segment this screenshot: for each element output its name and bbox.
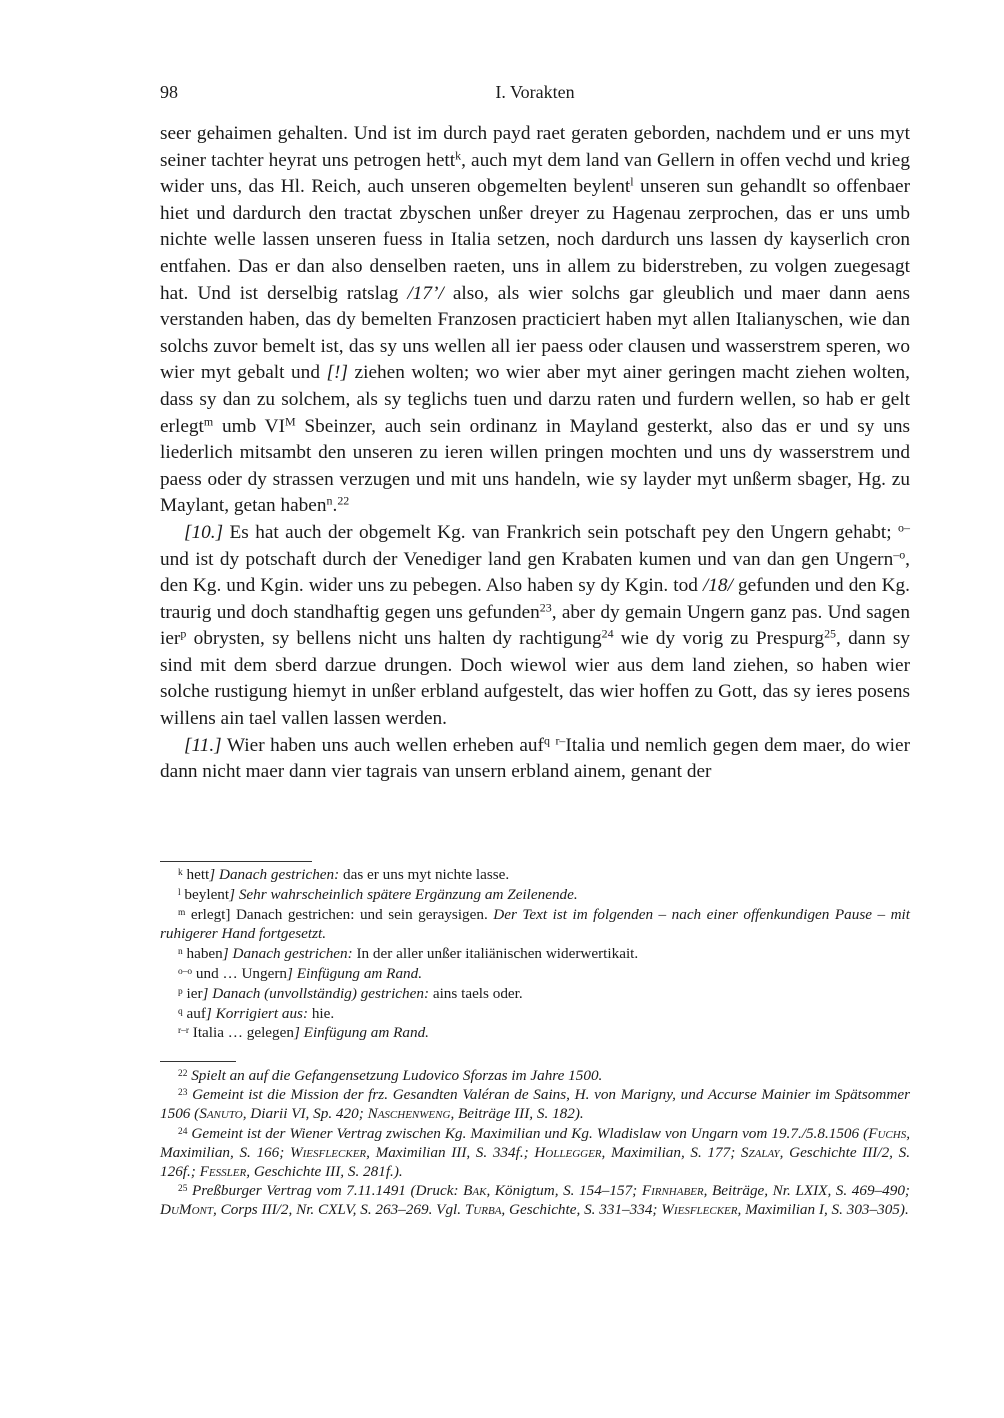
note-mark: q	[178, 1006, 183, 1017]
text-run: also, als wier solchs gar gleublich und maer dann aens verstanden haben, das dy bemelten Franzosen practiciert haben myt allen Italianyschen, wie dan solchs zuvor bemelt ist, das sy uns wellen all ier paess oder clausen und wasserstrem speren, wo wier myt gebalt und	[160, 282, 910, 384]
footnote-24	[160, 1124, 910, 1182]
footnotes	[160, 1066, 910, 1220]
roman-thousand-mark: M	[285, 413, 296, 428]
note-text: In der aller unßer italiänischen widerwertikait.	[352, 945, 639, 963]
apparatus-note-l	[160, 885, 910, 905]
apparatus-mark-l: l	[630, 174, 634, 189]
text-run: unseren sun gehandlt so offenbaer hiet und dardurch den tractat zbyschen unßer dreyer zu Hagenau zerprochen, das er uns umb nichte welle lassen unseren fuess in Italia setzen, noch dardurch uns lassen dy kayserlich cron entfahen. Das er dan also denselben raeten, uns in allem zu biderstreben, zu volgen zuegesagt hat. Und ist derselbig ratslag	[160, 176, 910, 304]
note-lemma: beylent	[180, 885, 230, 903]
apparatus-mark-o-open: o–	[898, 520, 910, 535]
footnote-text: , Beiträge, Nr. LXIX, S. 469–490;	[703, 1182, 910, 1200]
footnote-text: Preßburger Vertrag vom 7.11.1491 (Druck:	[187, 1182, 464, 1200]
text-run: , dann sy sind mit dem sberd darzue drungen. Doch wiewol wier aus dem land ziehen, so haben wier solche rustigung hiemyt in unßer erbland aufgestelt, das wier hoffen zu Gott, das sy ieres posens willens ain tael vallen lassen werden.	[160, 628, 910, 730]
author-name: Fuchs	[868, 1124, 907, 1142]
footnote-text: Spielt an auf die Gefangensetzung Ludovico Sforzas im Jahre 1500.	[187, 1067, 603, 1084]
note-mark: m	[178, 907, 186, 918]
text-run: seer gehaimen gehalten. Und ist im durch payd raet geraten geborden, nachdem und er uns myt seiner tachter heyrat uns petrogen hett	[160, 123, 910, 171]
note-editorial: ] Einfügung am Rand.	[287, 964, 423, 982]
note-lemma: und … Ungern	[192, 964, 288, 982]
footnote-22	[160, 1066, 910, 1085]
note-text: ains taels oder.	[429, 984, 523, 1002]
paragraph-number: [10.]	[184, 521, 224, 543]
footnote-text: , Maximilian, S. 166;	[160, 1124, 910, 1161]
author-name: Naschenweng	[367, 1105, 451, 1123]
paragraph-number: [11.]	[184, 734, 222, 756]
apparatus-note-q	[160, 1004, 910, 1024]
paragraph-9	[160, 121, 910, 520]
author-name: DuMont	[160, 1201, 213, 1219]
note-text: das er uns myt nichte lasse.	[339, 866, 510, 883]
footnote-text: Gemeint ist der Wiener Vertrag zwischen Kg. Maximilian und Kg. Wladislaw von Ungarn vom 19.7./5.8.1506 (	[187, 1124, 869, 1142]
note-lemma: ier	[182, 984, 203, 1002]
footnote-text: , Maximilian, S. 177;	[601, 1143, 741, 1161]
apparatus-mark-k: k	[455, 148, 462, 163]
note-lemma: hett	[182, 866, 210, 883]
author-name: Turba	[464, 1201, 502, 1219]
apparatus-mark-q: q	[543, 733, 550, 748]
footnote-text: Gemeint ist die Mission der frz. Gesandten Valéran de Sains, H. von Marigny, und Accurse Mainier im Spätsommer 1506 (	[160, 1086, 910, 1123]
apparatus-note-r	[160, 1023, 910, 1043]
text-run: umb VI	[213, 415, 286, 437]
text-run: , auch myt dem land van Gellern in offen vechd und krieg wider uns, das Hl. Reich, auch unseren obgemelten beylent	[160, 149, 910, 198]
apparatus-mark-r-open: r–	[555, 733, 566, 748]
author-name: Hollegger	[534, 1143, 602, 1161]
note-editorial: ] Danach (unvollständig) gestrichen:	[202, 984, 430, 1002]
apparatus-divider	[160, 861, 312, 862]
apparatus-mark-n: n	[326, 493, 333, 508]
paragraph-10	[160, 520, 910, 733]
footnote-23	[160, 1085, 910, 1123]
note-mark: l	[178, 887, 181, 898]
text-run: wie dy vorig zu Prespurg	[613, 628, 825, 650]
apparatus-note-k	[160, 865, 910, 885]
paragraph-11	[160, 733, 910, 786]
apparatus-note-m	[160, 905, 910, 945]
text-run: Italia und nemlich gegen dem maer, do wier dann nicht maer dann vier tagrais van unsern erbland ainem, genant der	[160, 734, 910, 783]
footnote-25	[160, 1181, 910, 1219]
note-lemma: Italia … gelegen	[188, 1024, 294, 1042]
note-editorial: ] Einfügung am Rand.	[293, 1024, 429, 1042]
footnote-mark: 22	[178, 1068, 188, 1079]
footnote-text: , Corps III/2, Nr. CXLV, S. 263–269. Vgl.	[212, 1201, 465, 1219]
author-name: Sanuto	[199, 1105, 243, 1123]
author-name: Wiesflecker	[289, 1143, 367, 1161]
footnote-text: , Geschichte III, S. 281f.).	[246, 1163, 403, 1181]
author-name: Bak	[463, 1182, 487, 1200]
apparatus-note-n	[160, 944, 910, 964]
text-run: ziehen wolten; wo wier aber myt ainer geringen macht ziehen wolten, dass sy dan zu solchem, als sy teglichs tuen und darzu raten und furdern wellen, so hab er gelt erlegt	[160, 362, 910, 437]
note-lemma: auf	[182, 1004, 206, 1022]
text-run: und ist dy potschaft durch der Venediger land gen Krabaten kumen und van dan gen Ungern	[160, 548, 894, 570]
note-text: hie.	[308, 1004, 335, 1022]
footnote-mark: 24	[178, 1126, 188, 1137]
footnote-mark: 25	[178, 1183, 188, 1194]
page-number: 98	[160, 82, 178, 102]
footnote-ref-24[interactable]: 24	[601, 626, 614, 641]
note-editorial: ] Sehr wahrscheinlich spätere Ergänzung am Zeilenende.	[229, 885, 578, 903]
note-lemma: haben	[182, 945, 223, 963]
sic-marker: [!]	[326, 362, 348, 384]
footnote-text: , Maximilian III, S. 334f.;	[366, 1143, 535, 1161]
page-header	[160, 82, 910, 106]
note-mark: r–r	[178, 1026, 189, 1037]
footnote-ref-23[interactable]: 23	[539, 600, 552, 615]
author-name: Firnhaber	[641, 1182, 704, 1200]
footnote-divider	[160, 1061, 236, 1062]
running-head: I. Vorakten	[495, 82, 575, 102]
footnote-text: , Geschichte, S. 331–334;	[501, 1201, 662, 1219]
critical-apparatus	[160, 865, 910, 1043]
note-editorial: ] Korrigiert aus:	[205, 1004, 309, 1022]
footnote-text: , Diarii VI, Sp. 420;	[242, 1105, 368, 1123]
author-name: Wiesflecker	[661, 1201, 738, 1219]
folio-marker: /17’/	[407, 282, 444, 304]
text-run: obrysten, sy bellens nicht uns halten dy rachtigung	[186, 628, 602, 650]
text-run: Es hat auch der obgemelt Kg. van Frankrich sein potschaft pey den Ungern gehabt;	[223, 521, 899, 543]
text-run: , den Kg. und Kgin. wider uns zu pebegen. Also haben sy dy Kgin. tod	[160, 548, 910, 597]
footnote-mark: 23	[178, 1087, 188, 1098]
note-editorial: ] Danach gestrichen:	[209, 866, 340, 883]
note-mark: n	[178, 946, 183, 957]
note-lemma: erlegt] Danach gestrichen: und sein geraysigen.	[185, 905, 494, 923]
apparatus-note-o	[160, 964, 910, 984]
apparatus-mark-o-close: –o	[893, 546, 906, 561]
text-run: .	[332, 495, 338, 517]
main-text	[160, 121, 910, 786]
text-run: Sbeinzer, auch sein ordinanz in Mayland gesterkt, also das er und sy uns liederlich mitsambt den unseren zu ieren willen pringen mochten und uns dy wasserstrem und paess oder dy strassen verzugen und mit uns handeln, wie sy layder myt unßerm sbager, Hg. zu Maylant, getan haben	[160, 415, 910, 517]
note-mark: k	[178, 867, 183, 878]
author-name: Fessler	[199, 1163, 247, 1181]
author-name: Szalay	[740, 1143, 780, 1161]
apparatus-note-p	[160, 984, 910, 1004]
text-run: gefunden und den Kg. traurig und doch standhaftig gegen uns gefunden	[160, 575, 910, 623]
footnote-text: , Beiträge III, S. 182).	[450, 1105, 584, 1123]
footnote-text: , Maximilian I, S. 303–305).	[737, 1201, 909, 1219]
footnote-ref-25[interactable]: 25	[824, 626, 837, 641]
apparatus-mark-p: p	[180, 626, 187, 641]
text-run: , aber dy gemain Ungern ganz pas. Und sagen ier	[160, 601, 910, 650]
folio-marker: /18/	[702, 575, 733, 597]
note-mark: p	[178, 986, 183, 997]
footnote-ref-22[interactable]: 22	[337, 493, 350, 508]
note-mark: o–o	[178, 966, 193, 977]
apparatus-mark-m: m	[203, 413, 214, 428]
text-run: Wier haben uns auch wellen erheben auf	[221, 734, 544, 756]
footnote-text: , Königtum, S. 154–157;	[486, 1182, 642, 1200]
footnote-text: , Geschichte III/2, S. 126f.;	[160, 1143, 910, 1181]
note-editorial: ] Danach gestrichen:	[222, 945, 353, 963]
note-editorial: Der Text ist im folgenden – nach einer offenkundigen Pause – mit ruhigerer Hand fortgesetzt.	[160, 905, 910, 943]
